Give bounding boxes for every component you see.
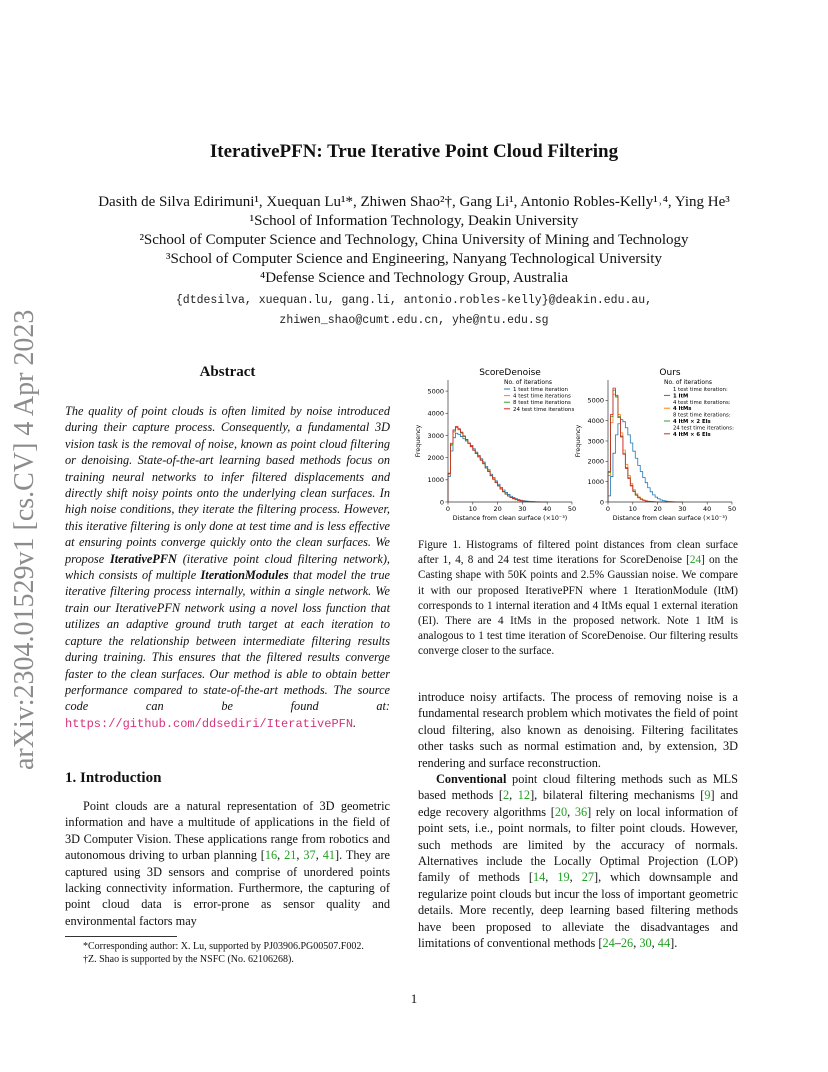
- histogram-series-line: [608, 390, 682, 502]
- histogram-series-line: [608, 394, 682, 502]
- x-axis-label: Distance from clean surface (×10⁻³): [612, 515, 728, 522]
- y-tick-label: 5000: [427, 387, 444, 396]
- affiliation-1: ¹School of Information Technology, Deakin University: [249, 213, 579, 229]
- histogram-series-line: [448, 433, 547, 502]
- histogram-series-line: [608, 388, 682, 502]
- caption-text-a: Figure 1. Histograms of filtered point distances from clean surface after 1, 4, 8 and 24 test time iterations for ScoreDenoise [: [418, 539, 738, 567]
- affiliation-4: ⁴Defense Science and Technology Group, Australia: [260, 270, 568, 286]
- email-line-1: {dtdesilva, xuequan.lu, gang.li, antonio.robles-kelly}@deakin.edu.au,: [175, 294, 653, 307]
- abstract-body: [65, 403, 390, 732]
- intro-heading: 1. Introduction: [65, 770, 162, 786]
- citation-link[interactable]: 19: [557, 870, 570, 885]
- legend-entry: 4 ItM × 6 EIs: [673, 431, 711, 438]
- citation-link[interactable]: 30: [639, 936, 652, 951]
- y-tick-label: 3000: [427, 431, 444, 440]
- arxiv-side-label: arXiv:2304.01529v1 [cs.CV] 4 Apr 2023: [9, 309, 40, 770]
- y-tick-label: 3000: [587, 437, 604, 446]
- citation-link[interactable]: 9: [704, 788, 711, 803]
- abstract-bold-2: IterationModules: [200, 568, 289, 583]
- footnote-1: *Corresponding author: X. Lu, supported by PJ03906.PG00507.F002.: [83, 941, 364, 952]
- y-tick-label: 4000: [587, 416, 604, 425]
- x-tick-label: 50: [727, 505, 737, 513]
- abstract-heading: Abstract: [199, 364, 256, 380]
- para-text: point cloud filtering methods such as MLS based methods [: [418, 772, 738, 803]
- legend-entry: 1 ItM: [673, 393, 689, 400]
- citation-link[interactable]: 24: [689, 554, 702, 567]
- y-tick-label: 1000: [587, 477, 604, 486]
- conventional-bold: Conventional: [436, 772, 507, 786]
- legend-title: No. of iterations: [503, 379, 553, 386]
- x-tick-label: 30: [518, 505, 527, 513]
- right-paragraph-2: Conventional point cloud filtering methods such as MLS based methods [2, 12], bilateral filtering mechanisms [9] and edge recovery algorithms [20, 36] rely on local information of point sets, i.e., point normals, to filter point clouds. However, such methods are limited by the accuracy of normals. Alternatives include the Locally Optimal Projection (LOP) family of methods [14, 19, 27], which downsample and regularize point clouds but incur the loss of important geometric details. More recently, deep learning based filtering methods have been proposed to alleviate the disadvantages and limitations of conventional methods [24–26, 30, 44].: [418, 772, 739, 951]
- x-axis-label: Distance from clean surface (×10⁻³): [452, 515, 568, 522]
- citation-link[interactable]: 41: [322, 848, 335, 863]
- para-text: ], which downsample and regularize point clouds but incur the loss of important geometric details. More recently, deep learning based filtering methods have been proposed to alleviate the disadvantages and limitations of conventional methods [: [418, 870, 738, 951]
- x-tick-label: 20: [493, 505, 502, 513]
- page-number: 1: [410, 991, 418, 1006]
- intro-text-a: Point clouds are a natural representation of 3D geometric information and have a multitude of applications in the field of 3D Computer Vision. These applications range from robotics and autonomous driving to urban planning [: [65, 799, 390, 863]
- affiliation-2: ²School of Computer Science and Technology, China University of Mining and Technology: [139, 232, 689, 248]
- legend-entry: 24 test time iterations:: [673, 425, 734, 432]
- right-paragraph-1: introduce noisy artifacts. The process of removing noise is a fundamental research problem which motivates the field of point cloud filtering, also known as denoising. Filtering facilitates other tasks such as normal estimation and, by extension, 3D rendering and surface reconstruction.: [418, 690, 738, 770]
- abstract-text-2: (iterative point cloud filtering network), which consists of multiple: [65, 551, 390, 583]
- abstract-bold-1: IterativePFN: [109, 551, 177, 566]
- intro-text-b: ]. They are captured using 3D sensors and comprise of unordered points lacking connectivity information. Furthermore, the capturing of point cloud data is error-prone as sensor quality and environmental factors may: [65, 848, 391, 928]
- abstract-end: .: [353, 715, 357, 730]
- figure-1-caption: [418, 538, 738, 660]
- author-list: Dasith de Silva Edirimuni¹, Xuequan Lu¹*, Zhiwen Shao²†, Gang Li¹, Antonio Robles-Kelly¹˒⁴, Ying He³: [98, 194, 730, 210]
- y-tick-label: 0: [439, 498, 444, 507]
- email-line-2: zhiwen_shao@cumt.edu.cn, yhe@ntu.edu.sg: [279, 314, 549, 327]
- figure-1-histograms: [414, 362, 744, 530]
- y-tick-label: 0: [599, 498, 604, 507]
- affiliation-3: ³School of Computer Science and Engineering, Nanyang Technological University: [166, 251, 662, 267]
- legend-entry: 4 test time iterations: [513, 393, 571, 400]
- legend-entry: 4 ItM × 2 EIs: [673, 419, 711, 425]
- caption-text-b: ] on the Casting shape with 50K points and 2.5% Gaussian noise. We compare it with our proposed IterativePFN where 1 IterationModule (ItM) corresponds to 1 internal iteration and 4 ItMs equal 1 external iteration (EI). There are 4 ItMs in the proposed network. Note 1 ItM is analogous to 1 test time iteration of ScoreDenoise. Our filtering results converge closer to the surface.: [418, 554, 738, 658]
- y-axis-label: Frequency: [415, 424, 422, 458]
- citation-link[interactable]: 36: [574, 804, 588, 819]
- chart-title: Ours: [659, 368, 681, 378]
- citation-link[interactable]: 44: [657, 936, 671, 951]
- legend-entry: 1 test time iteration:: [673, 387, 728, 393]
- legend-entry: 8 test time iterations: [513, 400, 571, 407]
- x-tick-label: 20: [653, 505, 662, 513]
- legend-entry: 4 test time iterations:: [673, 399, 731, 406]
- histogram-ours: [575, 368, 736, 522]
- para-text: ] rely on local information of point sets, i.e., point normals, to filter point clouds. However, such methods are limited by the accuracy of normals. Alternatives include the Locally Optimal Projection (LOP) family of methods [: [418, 804, 739, 885]
- source-code-link[interactable]: https://github.com/ddsediri/IterativePFN: [65, 716, 354, 731]
- intro-paragraph-1: Point clouds are a natural representation of 3D geometric information and have a multitude of applications in the field of 3D Computer Vision. These applications range from robotics and autonomous driving to urban planning [16, 21, 37, 41]. They are captured using 3D sensors and comprise of unordered points lacking connectivity information. Furthermore, the capturing of point cloud data is error-prone as sensor quality and environmental factors may: [65, 799, 391, 928]
- para-text: ].: [670, 936, 678, 951]
- legend-entry: 8 test time iterations:: [673, 412, 731, 419]
- x-tick-label: 10: [468, 505, 477, 513]
- paper-title: IterativePFN: True Iterative Point Cloud Filtering: [209, 141, 619, 162]
- x-tick-label: 30: [678, 505, 687, 513]
- y-tick-label: 1000: [427, 476, 444, 485]
- x-tick-label: 40: [543, 505, 552, 513]
- citation-link[interactable]: 2: [502, 788, 510, 803]
- abstract-text-3: that model the true iterative filtering process internally, within a single network. We train our IterativePFN network using a novel loss function that utilizes an adaptive ground truth target at each iteration to capture the relationship between intermediate filtering results during training. This ensures that the filtered results converge faster to the clean surfaces. Our method is able to obtain better performance compared to state-of-the-art methods. The source code can be found at:: [65, 568, 391, 714]
- citation-link[interactable]: 14: [533, 870, 546, 885]
- legend-entry: 1 test time iteration: [513, 387, 568, 393]
- citation-link[interactable]: 21: [284, 848, 297, 863]
- y-tick-label: 2000: [427, 453, 444, 462]
- citation-link[interactable]: 26: [620, 936, 634, 951]
- legend-title: No. of iterations: [663, 379, 713, 386]
- abstract-text-1: The quality of point clouds is often limited by noise introduced during their capture process. Consequently, a fundamental 3D vision task is the removal of noise, known as point cloud filtering or denoising. State-of-the-art learning based methods focus on training neural networks to infer filtered displacements and directly shift noisy points onto the underlying clean surfaces. In high noise conditions, they iterate the filtering process. However, this iterative filtering is only done at test time and is less effective at ensuring points converge quickly onto the clean surfaces. We propose: [65, 404, 390, 566]
- y-tick-label: 2000: [587, 457, 604, 466]
- footnote-rule: [65, 936, 177, 937]
- para-text: ] and edge recovery algorithms [: [418, 788, 738, 819]
- footnote-2: †Z. Shao is supported by the NSFC (No. 62106268).: [83, 954, 294, 965]
- para-text: ], bilateral filtering mechanisms [: [530, 788, 705, 803]
- x-tick-label: 0: [445, 505, 451, 513]
- citation-link[interactable]: 27: [581, 870, 594, 885]
- x-tick-label: 0: [605, 505, 611, 513]
- y-tick-label: 4000: [427, 409, 444, 418]
- x-tick-label: 50: [567, 505, 577, 513]
- citation-link[interactable]: 20: [554, 804, 568, 819]
- legend-entry: 24 test time iterations: [513, 406, 575, 413]
- histogram-series-line: [608, 420, 682, 502]
- citation-link[interactable]: 24: [602, 936, 615, 951]
- chart-title: ScoreDenoise: [479, 368, 541, 378]
- legend-entry: 4 ItMs: [673, 406, 692, 413]
- x-tick-label: 40: [703, 505, 712, 513]
- citation-link[interactable]: 37: [303, 848, 316, 863]
- x-tick-label: 10: [628, 505, 637, 513]
- histogram-scoredenoise: [415, 368, 576, 522]
- citation-link[interactable]: 16: [264, 848, 278, 863]
- y-tick-label: 5000: [587, 396, 604, 405]
- y-axis-label: Frequency: [575, 424, 582, 458]
- citation-link[interactable]: 12: [517, 788, 531, 803]
